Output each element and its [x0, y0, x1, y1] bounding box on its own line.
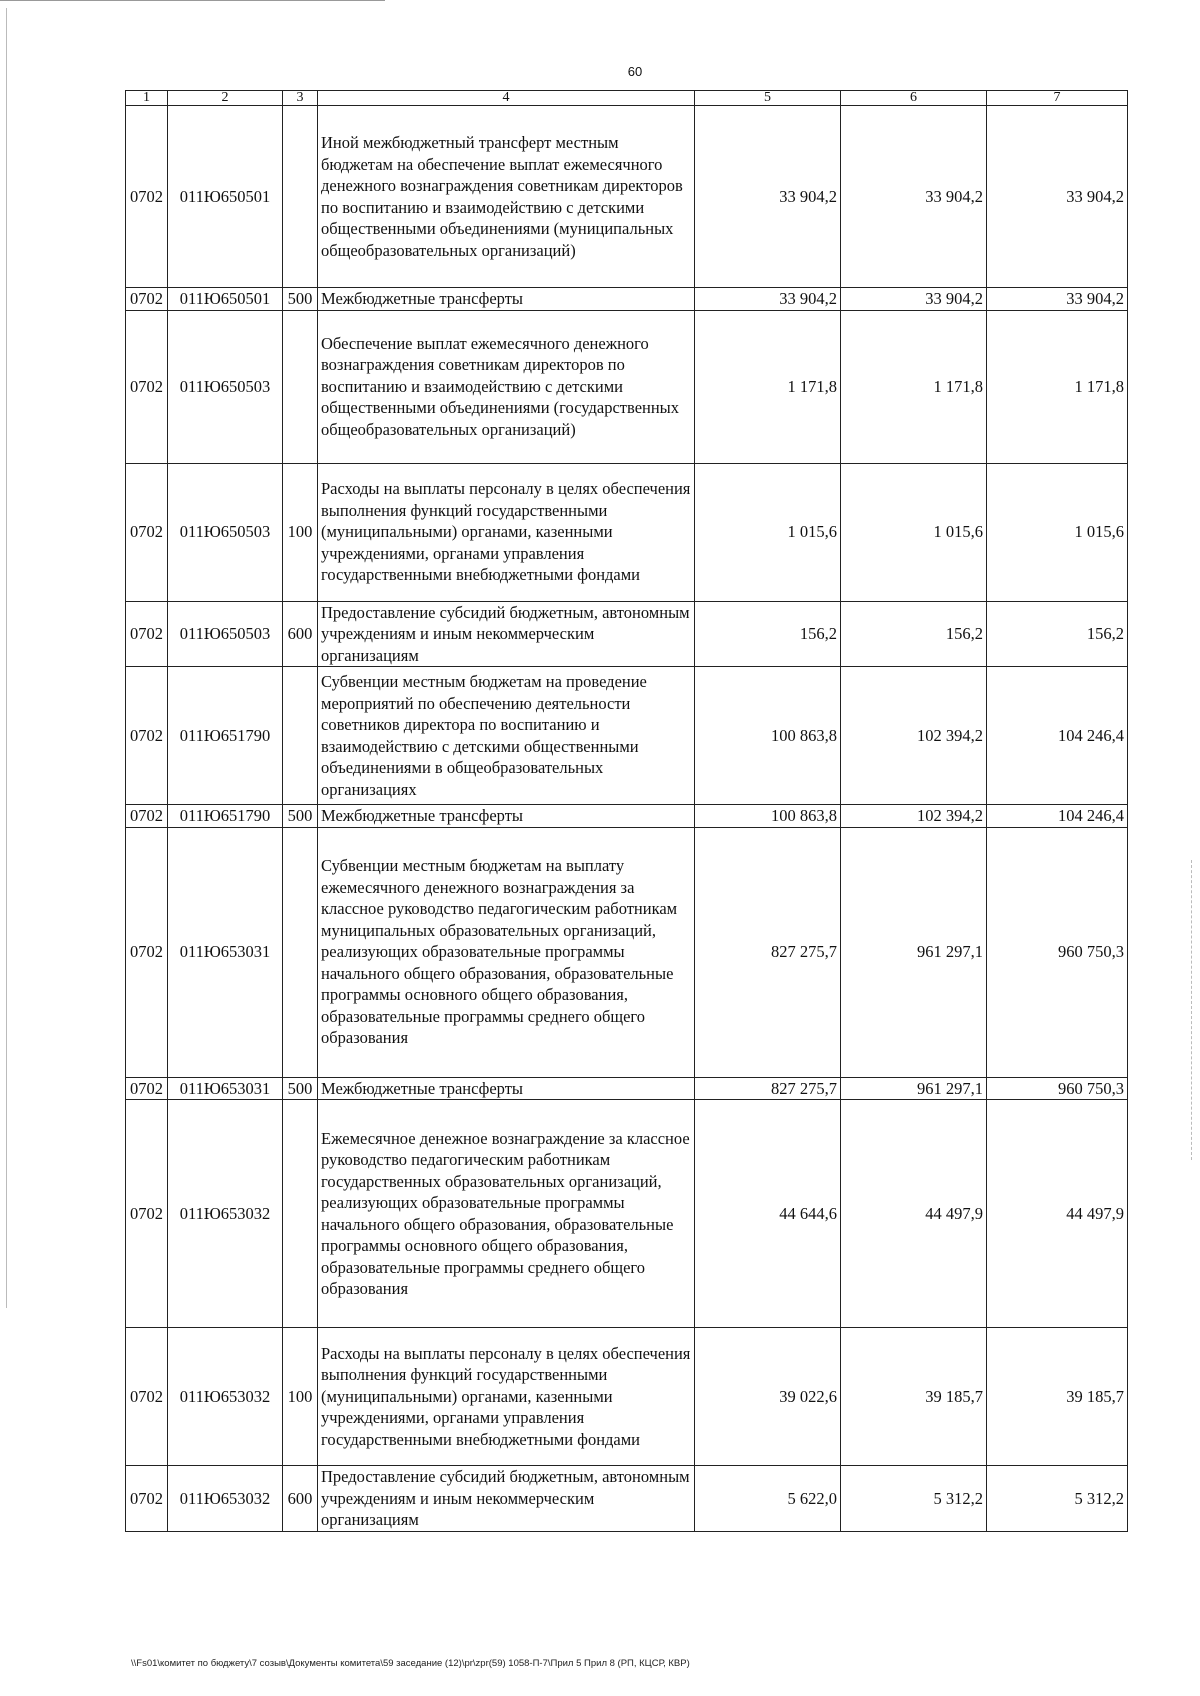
column-header: 7: [987, 91, 1128, 106]
expense-type: 500: [283, 1077, 318, 1100]
table-row: [126, 1328, 1128, 1466]
section-code: 0702: [126, 288, 168, 311]
amount-col7: 5 312,2: [987, 1466, 1128, 1532]
amount-col5: 156,2: [695, 601, 841, 667]
amount-col7: 33 904,2: [987, 106, 1128, 288]
column-header: 2: [168, 91, 283, 106]
item-name: Предоставление субсидий бюджетным, автономным учреждениям и иным некоммерческим организациям: [318, 1466, 695, 1532]
target-code: 011Ю653031: [168, 827, 283, 1077]
column-header: 5: [695, 91, 841, 106]
file-path-footer: \\Fs01\комитет по бюджету\7 созыв\Документы комитета\59 заседание (12)\pr\zpr(59) 1058-П-7\Прил 5 Прил 8 (РП, КЦСР, КВР): [131, 1658, 690, 1669]
expense-type: [283, 667, 318, 805]
item-name: Межбюджетные трансферты: [318, 1077, 695, 1100]
section-code: 0702: [126, 1100, 168, 1328]
target-code: 011Ю650503: [168, 310, 283, 463]
target-code: 011Ю653032: [168, 1100, 283, 1328]
target-code: 011Ю653032: [168, 1328, 283, 1466]
amount-col5: 5 622,0: [695, 1466, 841, 1532]
target-code: 011Ю650503: [168, 601, 283, 667]
amount-col5: 1 015,6: [695, 463, 841, 601]
amount-col5: 33 904,2: [695, 288, 841, 311]
section-code: 0702: [126, 1328, 168, 1466]
table-row: [126, 310, 1128, 463]
expense-type: 100: [283, 1328, 318, 1466]
scan-edge-line: [6, 8, 7, 1308]
target-code: 011Ю650501: [168, 106, 283, 288]
amount-col5: 100 863,8: [695, 667, 841, 805]
item-name: Межбюджетные трансферты: [318, 288, 695, 311]
table-row: [126, 1466, 1128, 1532]
amount-col5: 1 171,8: [695, 310, 841, 463]
scan-edge-line: [0, 0, 385, 1]
column-header: 1: [126, 91, 168, 106]
item-name: Предоставление субсидий бюджетным, автономным учреждениям и иным некоммерческим организациям: [318, 601, 695, 667]
page-number: 60: [627, 64, 643, 79]
column-header: 3: [283, 91, 318, 106]
section-code: 0702: [126, 1466, 168, 1532]
section-code: 0702: [126, 667, 168, 805]
table-row: [126, 463, 1128, 601]
section-code: 0702: [126, 827, 168, 1077]
amount-col6: 156,2: [841, 601, 987, 667]
table-row: [126, 601, 1128, 667]
amount-col5: 827 275,7: [695, 1077, 841, 1100]
amount-col7: 39 185,7: [987, 1328, 1128, 1466]
target-code: 011Ю653032: [168, 1466, 283, 1532]
item-name: Иной межбюджетный трансферт местным бюджетам на обеспечение выплат ежемесячного денежного вознаграждения советникам директоров по воспитанию и взаимодействию с детскими общественными объединениями (муниципальных общеобразовательных организаций): [318, 106, 695, 288]
amount-col5: 44 644,6: [695, 1100, 841, 1328]
target-code: 011Ю650503: [168, 463, 283, 601]
target-code: 011Ю650501: [168, 288, 283, 311]
target-code: 011Ю651790: [168, 667, 283, 805]
expense-type: 500: [283, 288, 318, 311]
amount-col6: 44 497,9: [841, 1100, 987, 1328]
amount-col7: 33 904,2: [987, 288, 1128, 311]
amount-col5: 100 863,8: [695, 805, 841, 828]
amount-col5: 39 022,6: [695, 1328, 841, 1466]
amount-col7: 960 750,3: [987, 1077, 1128, 1100]
amount-col7: 104 246,4: [987, 667, 1128, 805]
amount-col6: 5 312,2: [841, 1466, 987, 1532]
amount-col7: 1 015,6: [987, 463, 1128, 601]
amount-col5: 33 904,2: [695, 106, 841, 288]
amount-col7: 104 246,4: [987, 805, 1128, 828]
table-row: [126, 827, 1128, 1077]
target-code: 011Ю653031: [168, 1077, 283, 1100]
table-row: [126, 106, 1128, 288]
item-name: Расходы на выплаты персоналу в целях обеспечения выполнения функций государственными (муниципальными) органами, казенными учреждениями, органами управления государственными внебюджетными фондами: [318, 463, 695, 601]
expense-type: [283, 1100, 318, 1328]
amount-col7: 44 497,9: [987, 1100, 1128, 1328]
table-row: [126, 805, 1128, 828]
amount-col6: 961 297,1: [841, 827, 987, 1077]
target-code: 011Ю651790: [168, 805, 283, 828]
expense-type: [283, 310, 318, 463]
table-row: [126, 1100, 1128, 1328]
amount-col6: 33 904,2: [841, 106, 987, 288]
section-code: 0702: [126, 310, 168, 463]
amount-col6: 33 904,2: [841, 288, 987, 311]
item-name: Ежемесячное денежное вознаграждение за классное руководство педагогическим работникам государственных образовательных организаций, реализующих образовательные программы начального общего образования, образовательные программы основного общего образования, образовательные программы среднего общего образования: [318, 1100, 695, 1328]
amount-col7: 960 750,3: [987, 827, 1128, 1077]
section-code: 0702: [126, 106, 168, 288]
expense-type: 100: [283, 463, 318, 601]
item-name: Межбюджетные трансферты: [318, 805, 695, 828]
section-code: 0702: [126, 1077, 168, 1100]
table-row: [126, 667, 1128, 805]
column-header: 6: [841, 91, 987, 106]
expense-type: [283, 106, 318, 288]
amount-col7: 156,2: [987, 601, 1128, 667]
budget-table: [125, 90, 1128, 1532]
scan-edge-line: [1191, 860, 1192, 1160]
section-code: 0702: [126, 805, 168, 828]
table-row: [126, 288, 1128, 311]
amount-col7: 1 171,8: [987, 310, 1128, 463]
expense-type: 600: [283, 1466, 318, 1532]
amount-col6: 1 171,8: [841, 310, 987, 463]
section-code: 0702: [126, 463, 168, 601]
expense-type: 500: [283, 805, 318, 828]
item-name: Расходы на выплаты персоналу в целях обеспечения выполнения функций государственными (муниципальными) органами, казенными учреждениями, органами управления государственными внебюджетными фондами: [318, 1328, 695, 1466]
amount-col6: 961 297,1: [841, 1077, 987, 1100]
amount-col6: 1 015,6: [841, 463, 987, 601]
expense-type: 600: [283, 601, 318, 667]
table-row: [126, 1077, 1128, 1100]
column-header: 4: [318, 91, 695, 106]
item-name: Обеспечение выплат ежемесячного денежного вознаграждения советникам директоров по воспитанию и взаимодействию с детскими общественными объединениями (государственных общеобразовательных организаций): [318, 310, 695, 463]
amount-col6: 102 394,2: [841, 667, 987, 805]
header-row: [126, 91, 1128, 106]
expense-type: [283, 827, 318, 1077]
amount-col5: 827 275,7: [695, 827, 841, 1077]
amount-col6: 102 394,2: [841, 805, 987, 828]
amount-col6: 39 185,7: [841, 1328, 987, 1466]
item-name: Субвенции местным бюджетам на выплату ежемесячного денежного вознаграждения за классное руководство педагогическим работникам муниципальных образовательных организаций, реализующих образовательные программы начального общего образования, образовательные программы основного общего образования, образовательные программы среднего общего образования: [318, 827, 695, 1077]
section-code: 0702: [126, 601, 168, 667]
item-name: Субвенции местным бюджетам на проведение мероприятий по обеспечению деятельности советников директора по воспитанию и взаимодействию с детскими общественными объединениями в общеобразовательных организациях: [318, 667, 695, 805]
